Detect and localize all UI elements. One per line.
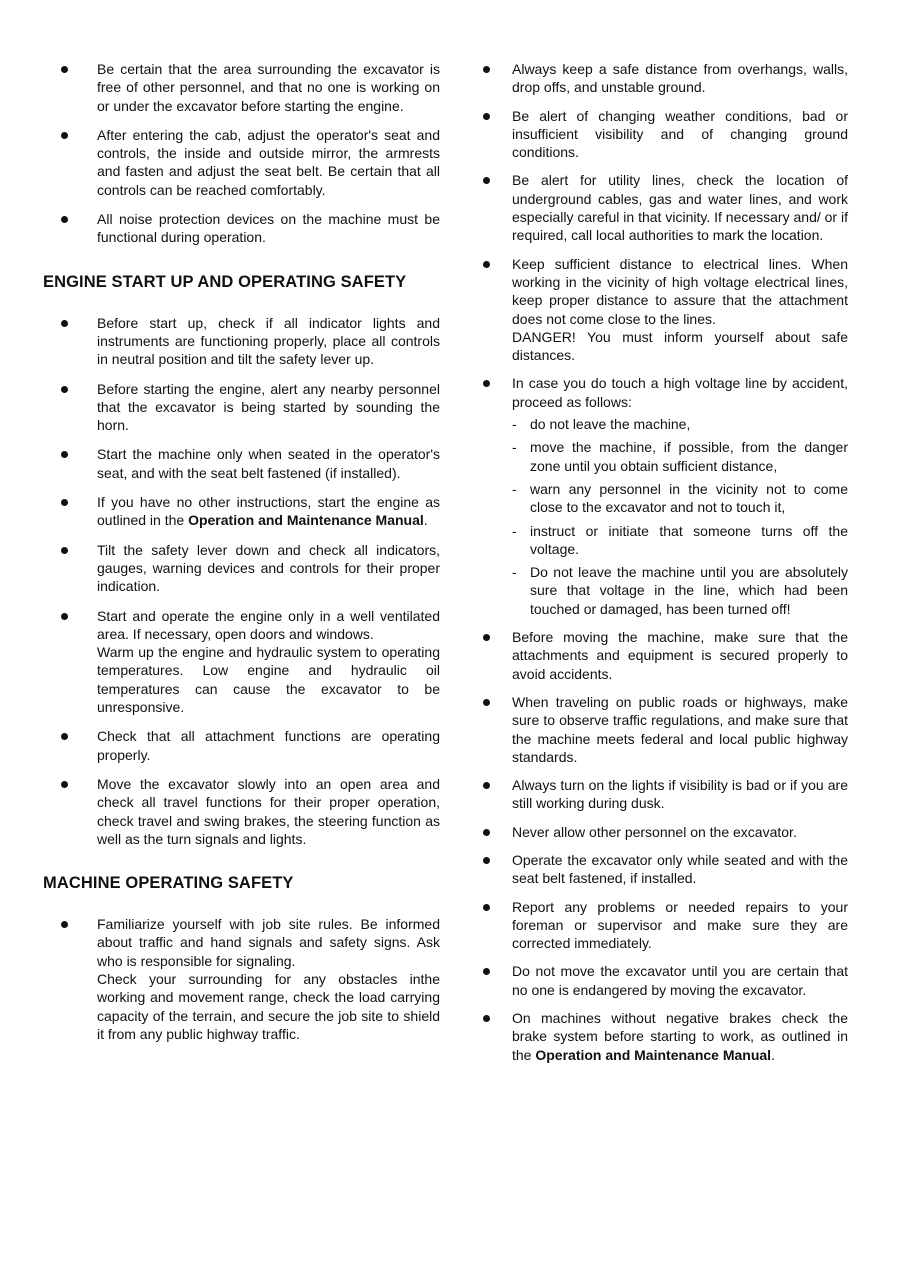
list-item: When traveling on public roads or highways, make sure to observe traffic regulations, and make sure that the machine meets federal and local public highway standards. [480, 693, 848, 766]
manual-reference: Operation and Maintenance Manual [535, 1046, 772, 1063]
list-item: Before starting the engine, alert any nearby personnel that the excavator is being started by sounding the horn. [40, 380, 440, 435]
bullet-icon [61, 733, 68, 740]
list-item: Operate the excavator only while seated and with the seat belt fastened, if installed. [480, 851, 848, 888]
list-item: If you have no other instructions, start the engine as outlined in the Operation and Maintenance Manual. [40, 493, 440, 530]
list-item: Start and operate the engine only in a well ventilated area. If necessary, open doors and windows. Warm up the engine and hydraulic system to operating temperatures. Low engine and hydraulic oil temperatures can cause the excavator to be unresponsive. [40, 607, 440, 717]
right-list [480, 60, 848, 1064]
bullet-icon [483, 699, 490, 706]
step-item: - warn any personnel in the vicinity not to come close to the excavator and not to touch it, [512, 480, 848, 516]
bullet-icon [483, 857, 490, 864]
section-heading-machine: MACHINE OPERATING SAFETY [43, 874, 294, 893]
dash-icon: - [512, 416, 517, 433]
engine-list [40, 314, 440, 848]
list-item: Check that all attachment functions are operating properly. [40, 727, 440, 764]
list-item: Be certain that the area surrounding the excavator is free of other personnel, and that no one is working on or under the excavator before starting the engine. [40, 60, 440, 115]
list-item: Do not move the excavator until you are certain that no one is endangered by moving the excavator. [480, 962, 848, 999]
bullet-icon [483, 380, 490, 387]
step-item: - instruct or initiate that someone turns off the voltage. [512, 522, 848, 557]
left-column [40, 60, 440, 1054]
danger-note: DANGER! You must inform yourself about safe distances. [512, 328, 848, 364]
bullet-icon [61, 66, 68, 73]
list-item: Report any problems or needed repairs to your foreman or supervisor and make sure they are corrected immediately. [480, 898, 848, 953]
bullet-icon [61, 320, 68, 327]
bullet-icon [483, 261, 490, 268]
bullet-icon [483, 1015, 490, 1022]
right-column [480, 60, 848, 1074]
bullet-icon [61, 613, 68, 620]
dash-icon: - [512, 564, 517, 581]
bullet-icon [61, 921, 68, 928]
list-item: Be alert of changing weather conditions, bad or insufficient visibility and of changing ground conditions. [480, 107, 848, 162]
bullet-icon [483, 782, 490, 789]
voltage-steps [512, 415, 848, 618]
bullet-icon [483, 634, 490, 641]
list-item: Never allow other personnel on the excavator. [480, 823, 848, 841]
machine-list [40, 915, 440, 1043]
manual-reference: Operation and Maintenance Manual [188, 512, 424, 529]
list-item: After entering the cab, adjust the operator's seat and controls, the inside and outside mirror, the armrests and fasten and adjust the seat belt. Be certain that all controls can be reached comfortably. [40, 126, 440, 199]
bullet-icon [61, 132, 68, 139]
bullet-icon [61, 451, 68, 458]
step-item: - move the machine, if possible, from the danger zone until you obtain sufficient distance, [512, 439, 848, 474]
dash-icon: - [512, 480, 517, 497]
list-item: Familiarize yourself with job site rules. Be informed about traffic and hand signals and safety signs. Ask who is responsible for signaling. Check your surrounding for any obstacles inthe working and movement range, check the load carrying capacity of the terrain, and secure the job site to shield it from any public highway traffic. [40, 915, 440, 1043]
bullet-icon [61, 216, 68, 223]
list-item: Always keep a safe distance from overhangs, walls, drop offs, and unstable ground. [480, 60, 848, 97]
step-item: - do not leave the machine, [512, 416, 691, 433]
list-item: Move the excavator slowly into an open area and check all travel functions for their proper operation, check travel and swing brakes, the steering function as well as the turn signals and lights. [40, 775, 440, 848]
dash-icon: - [512, 522, 517, 539]
list-item: All noise protection devices on the machine must be functional during operation. [40, 210, 440, 247]
list-item: Always turn on the lights if visibility is bad or if you are still working during dusk. [480, 776, 848, 813]
bullet-icon [61, 386, 68, 393]
bullet-icon [483, 829, 490, 836]
list-item: Tilt the safety lever down and check all indicators, gauges, warning devices and controls for their proper indication. [40, 541, 440, 596]
bullet-icon [483, 968, 490, 975]
list-item: Before moving the machine, make sure that the attachments and equipment is secured properly to avoid accidents. [480, 628, 848, 683]
list-item: Before start up, check if all indicator lights and instruments are functioning properly, place all controls in neutral position and tilt the safety lever up. [40, 314, 440, 369]
list-item: In case you do touch a high voltage line by accident, proceed as follows: - do not leave the machine, - move the machine, if possible, from the danger zone until you obtain sufficient distance, - warn any personnel in the vicinity not to come close to the excavator and not to touch it, - instruct or initiate that someone turns off the voltage. - Do not leave the machine until you are absolutely sure that voltage in the line, which had been touched or damaged, has been turned off! [480, 374, 848, 618]
bullet-icon [483, 66, 490, 73]
bullet-icon [483, 904, 490, 911]
list-item: Keep sufficient distance to electrical lines. When working in the vicinity of high voltage electrical lines, keep proper distance to assure that the attachment does not come close to the lines. DANGER! You must inform yourself about safe distances. [480, 255, 848, 365]
section-heading-engine: ENGINE START UP AND OPERATING SAFETY [43, 272, 407, 291]
bullet-icon [61, 781, 68, 788]
bullet-icon [61, 547, 68, 554]
bullet-icon [483, 113, 490, 120]
bullet-icon [61, 499, 68, 506]
dash-icon: - [512, 439, 517, 456]
list-item: Be alert for utility lines, check the location of underground cables, gas and water lines, and work especially careful in that vicinity. If necessary and/ or if required, call local authorities to mark the location. [480, 171, 848, 244]
list-item: Start the machine only when seated in the operator's seat, and with the seat belt fastened (if installed). [40, 445, 440, 482]
list-item: On machines without negative brakes check the brake system before starting to work, as outlined in the Operation and Maintenance Manual. [480, 1009, 848, 1064]
intro-list [40, 60, 440, 247]
bullet-icon [483, 177, 490, 184]
step-item: - Do not leave the machine until you are absolutely sure that voltage in the line, which had been touched or damaged, has been turned off! [512, 564, 848, 617]
